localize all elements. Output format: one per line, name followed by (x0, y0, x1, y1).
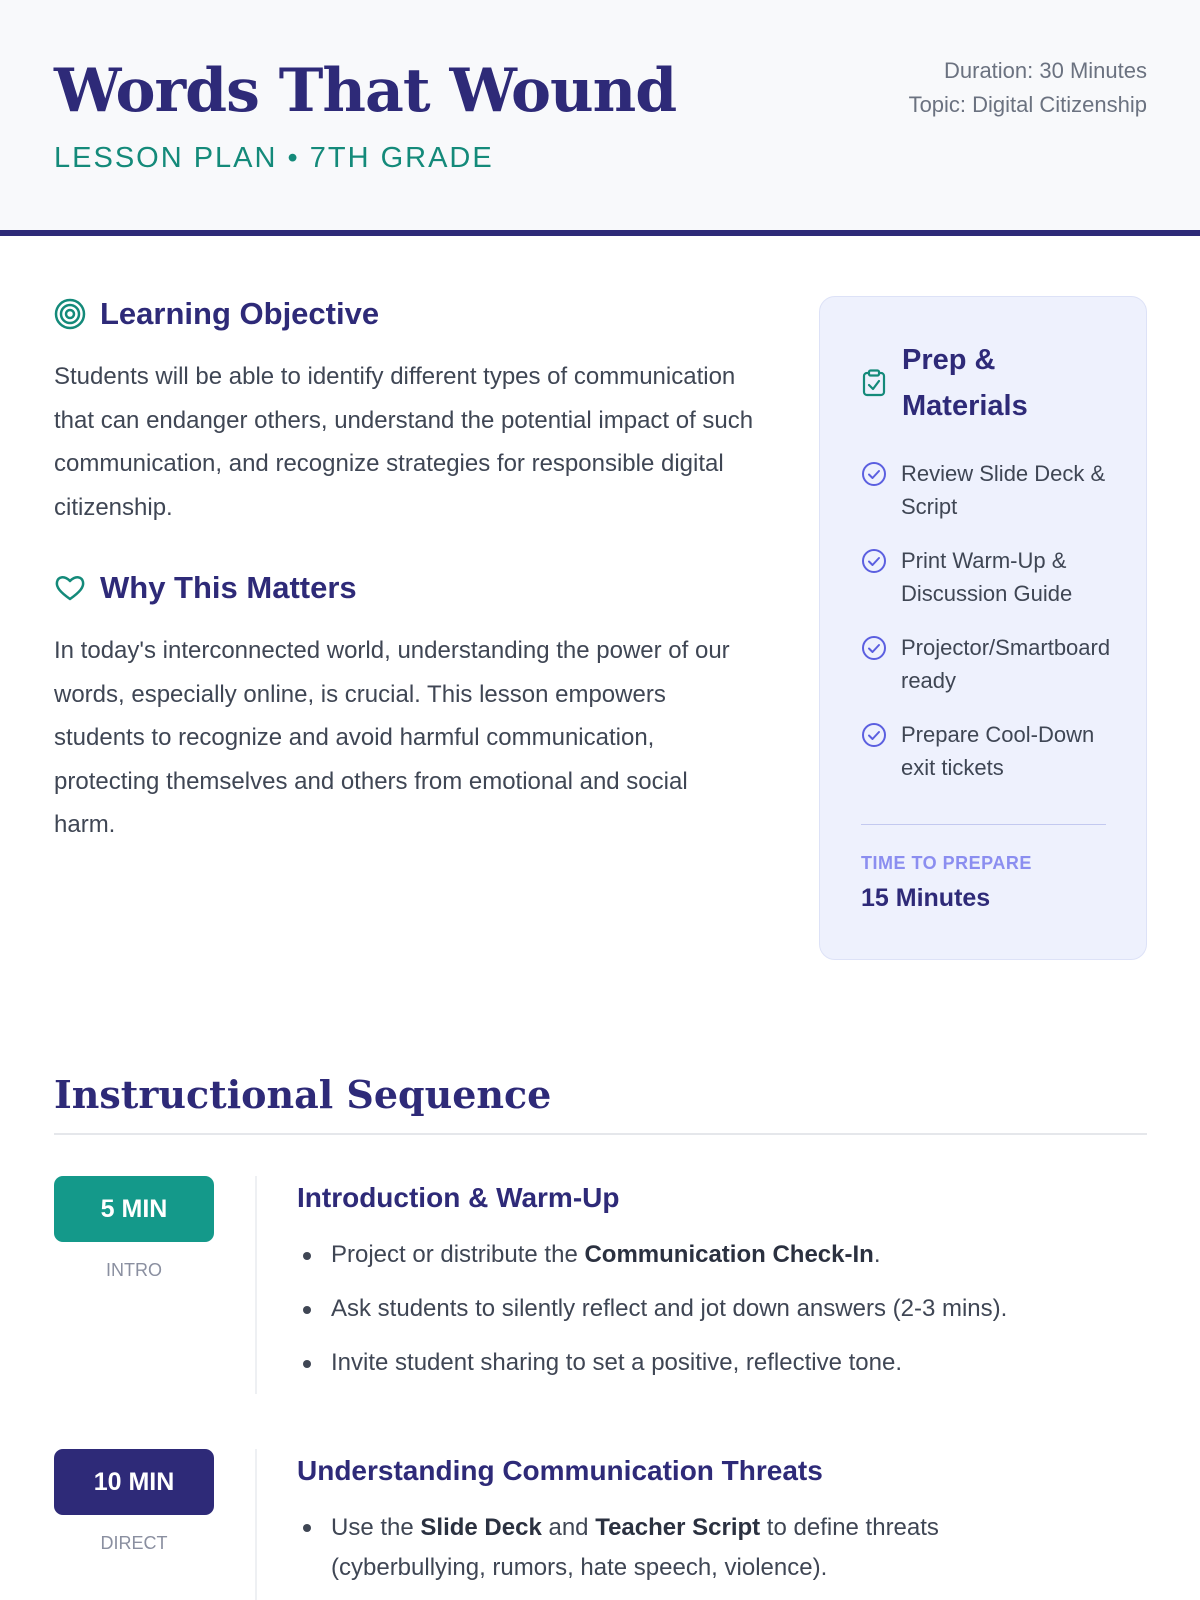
page-title: Words That Wound (54, 56, 677, 126)
prep-item (861, 544, 1129, 631)
step-bullet: Project or distribute the Communication Check-In. (297, 1238, 1147, 1292)
step-bullets (297, 1508, 1057, 1588)
highlight-text: Teacher Script (595, 1514, 761, 1541)
target-icon (54, 298, 86, 330)
step-duration-badge: 10 MIN (54, 1449, 214, 1515)
prep-item (861, 457, 1129, 544)
highlight-text: Slide Deck (420, 1514, 542, 1541)
why-text: In today's interconnected world, understanding the power of our words, especially online, is crucial. This lesson empowers students to recognize and avoid harmful communication, protecting themselves and others from emotional and social harm. (54, 637, 730, 838)
prep-time-label: TIME TO PREPARE (861, 853, 1032, 873)
duration-text: Duration: 30 Minutes (944, 58, 1147, 83)
prep-item-label: Prepare Cool-Down exit tickets (901, 722, 1095, 780)
step-bullets (297, 1238, 1147, 1400)
objective-heading-label: Learning Objective (100, 296, 380, 331)
prep-title: Prep & Materials (902, 344, 1028, 422)
lesson-meta (909, 54, 1147, 122)
why-heading (54, 570, 357, 606)
heart-icon (54, 572, 86, 604)
step-timeline-line (255, 1449, 257, 1600)
step-duration-badge: 5 MIN (54, 1176, 214, 1242)
step-phase-label: INTRO (106, 1260, 162, 1280)
page-subtitle: LESSON PLAN • 7TH GRADE (54, 142, 494, 174)
step-timeline-line (255, 1176, 257, 1394)
prep-time-value: 15 Minutes (861, 884, 991, 912)
prep-item-label: Print Warm-Up & Discussion Guide (901, 548, 1073, 606)
step-title: Introduction & Warm-Up (297, 1182, 620, 1213)
step-bullet: Use the Slide Deck and Teacher Script to define threats (cyberbullying, rumors, hate speech, violence). (297, 1508, 1057, 1588)
step-bullet: Invite student sharing to set a positive, reflective tone. (297, 1346, 1147, 1400)
prep-card (819, 296, 1147, 960)
why-heading-label: Why This Matters (100, 570, 357, 605)
topic-text: Topic: Digital Citizenship (908, 92, 1147, 117)
check-circle-icon (861, 461, 887, 487)
prep-item-label: Projector/Smartboard ready (901, 635, 1111, 693)
sequence-title: Instructional Sequence (54, 1072, 552, 1117)
objective-text: Students will be able to identify different types of communication that can endanger others, understand the potential impact of such communication, and recognize strategies for responsible digital citizenship. (54, 363, 754, 521)
page-header (0, 0, 1200, 236)
clipboard-check-icon (862, 369, 886, 397)
prep-item (861, 718, 1129, 805)
prep-item-label: Review Slide Deck & Script (901, 461, 1106, 519)
step-phase-label: DIRECT (100, 1533, 168, 1553)
prep-item (861, 631, 1129, 718)
step-title: Understanding Communication Threats (297, 1455, 823, 1486)
check-circle-icon (861, 722, 887, 748)
prep-divider (861, 824, 1106, 825)
check-circle-icon (861, 635, 887, 661)
sequence-divider (54, 1133, 1147, 1135)
objective-heading (54, 296, 379, 332)
prep-list (861, 457, 1129, 805)
step-bullet: Ask students to silently reflect and jot down answers (2-3 mins). (297, 1292, 1147, 1346)
highlight-text: Communication Check-In (584, 1241, 874, 1268)
check-circle-icon (861, 548, 887, 574)
